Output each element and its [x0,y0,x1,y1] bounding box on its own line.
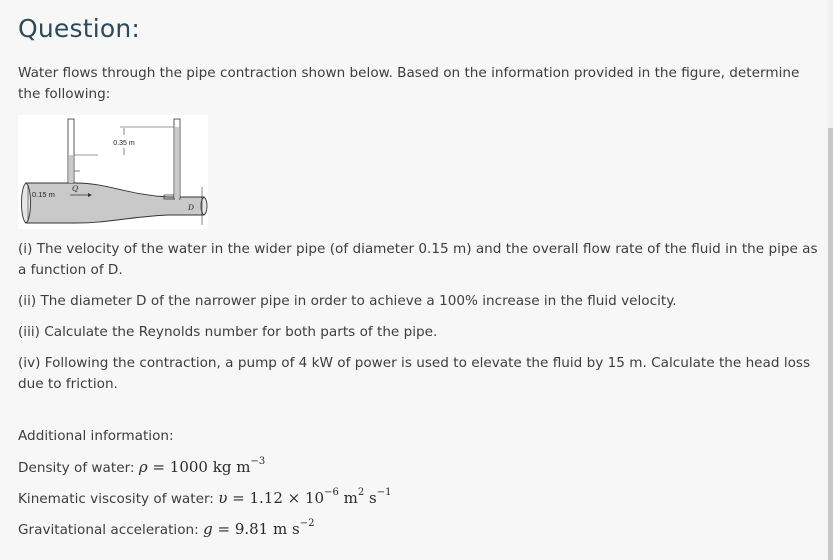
narrow-diameter-label: D [188,203,195,212]
wide-diameter-label: 0.15 m [32,190,55,199]
density-formula: ρ = 1000 kg $m^{-3}$ [138,456,266,476]
pipe-left-end [22,183,31,223]
flow-label: Q [72,184,79,193]
gravity-formula: g = 9.81 m $s^{-2}$ [203,518,315,538]
pipe-contraction-figure [18,115,208,229]
viscosity-formula: $\upsilon = 1.12 \times 10^{-6}$ $m^2$ $s^{-1}$ [218,487,392,507]
right-tube-fluid [175,127,179,201]
density-line [18,457,818,479]
pipe-diagram [18,115,208,229]
part-iv: (iv) Following the contraction, a pump of 4 kW of power is used to elevate the fluid by 15 m. Calculate the head loss due to friction. [18,355,811,392]
page-title: Question: [18,14,141,43]
part-i: (i) The velocity of the water in the wider pipe (of diameter 0.15 m) and the overall flow rate of the fluid in the pipe as a function of D. [18,241,818,278]
additional-heading: Additional information: [18,428,174,444]
gravity-label: Gravitational acceleration: [18,522,199,538]
gravity-line [18,519,818,541]
viscosity-line [18,488,818,510]
density-label: Density of water: [18,460,135,476]
viscosity-label: Kinematic viscosity of water: [18,491,214,507]
intro-text: Water flows through the pipe contraction shown below. Based on the information provided in the figure, determine the following: [18,65,800,102]
scrollbar-thumb[interactable] [828,128,833,560]
height-label: 0.35 m [113,140,135,147]
part-ii: (ii) The diameter D of the narrower pipe in order to achieve a 100% increase in the fluid velocity. [18,293,677,309]
left-tube-fluid [69,155,73,183]
part-iii: (iii) Calculate the Reynolds number for both parts of the pipe. [18,324,438,340]
